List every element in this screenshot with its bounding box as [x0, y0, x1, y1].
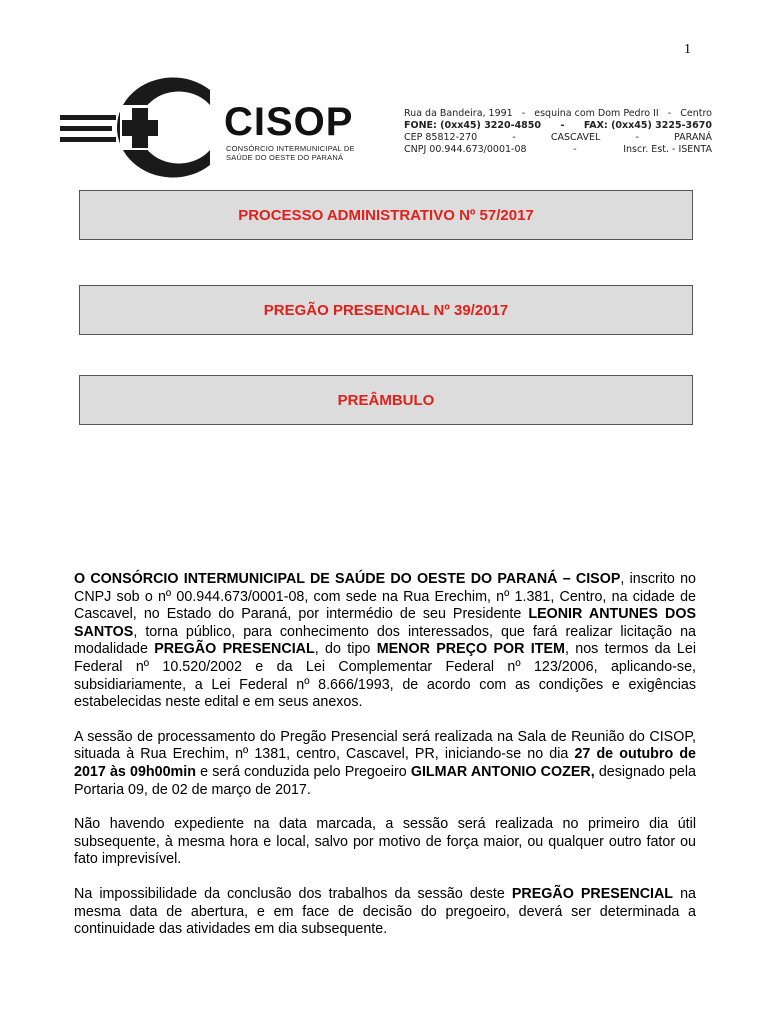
address-text: FAX: (0xx45) 3225-3670 [583, 120, 712, 131]
logo-name: CISOP [224, 100, 354, 144]
address-text: Rua da Bandeira, 1991 [404, 108, 513, 119]
address-text: CASCAVEL [550, 132, 601, 143]
letterhead-address [404, 108, 712, 156]
address-text: PARANÁ [674, 132, 712, 143]
address-text: Inscr. Est. - ISENTA [623, 144, 712, 155]
text-run: , inscrito no CNPJ sob o nº 00.944.673/0001-08, com sede na Rua Erechim, nº 1.381, Centro, na cidade de Cascavel, no Estado do Paraná, por intermédio de seu Presidente [74, 571, 696, 623]
text-run: designado pela Portaria 09, de 02 de março de 2017. [74, 763, 696, 798]
text-run: 27 de outubro de 2017 às 09h00min [74, 746, 696, 780]
text-run: Na impossibilidade da conclusão dos trabalhos da sessão deste [74, 885, 512, 902]
address-text: Centro [680, 108, 712, 119]
text-run: , do tipo [314, 641, 377, 658]
text-run: e será conduzida pelo Pregoeiro [195, 763, 411, 780]
address-text: esquina com Dom Pedro II [534, 108, 659, 119]
page-number: 1 [684, 42, 691, 57]
text-run: , torna público, para conhecimento dos interessados, que fará realizar licitação na modalidade [74, 623, 696, 658]
text-run: O CONSÓRCIO INTERMUNICIPAL DE SAÚDE DO OESTE DO PARANÁ – CISOP [74, 571, 621, 587]
text-run: , nos termos da Lei Federal nº 10.520/2002 e da Lei Complementar Federal nº 123/2006, aplicando-se, subsidiariamente, a Lei Federal nº 8.666/1993, de acordo com as condições e exigências estabelecidas neste edital e em seus anexos. [74, 641, 697, 711]
paragraph-preamble [74, 571, 696, 712]
document-body [74, 571, 696, 956]
text-run: na mesma data de abertura, e em face de decisão do pregoeiro, deverá ser determinada a continuidade das atividades em dia subsequente. [74, 885, 697, 938]
logo-subtitle-line: SAÚDE DO OESTE DO PARANÁ [226, 153, 344, 162]
address-separator: - [521, 108, 526, 119]
letterhead [60, 70, 720, 190]
pregao-title: PREGÃO PRESENCIAL Nº 39/2017 [263, 301, 509, 319]
processo-title: PROCESSO ADMINISTRATIVO Nº 57/2017 [238, 206, 534, 224]
logo-subtitle [226, 144, 355, 162]
address-row [404, 144, 712, 156]
text-run: A sessão de processamento do Pregão Presencial será realizada na Sala de Reunião do CISOP, situada à Rua Erechim, nº 1381, centro, Cascavel, PR, iniciando-se no dia [74, 728, 696, 763]
address-row [404, 108, 712, 120]
address-separator: - [560, 120, 565, 131]
preambulo-title: PREÂMBULO [337, 391, 435, 409]
address-row [404, 132, 712, 144]
text-run: PREGÃO PRESENCIAL [511, 885, 674, 902]
pregao-box [79, 285, 693, 335]
paragraph-session [74, 729, 696, 799]
processo-box [79, 190, 693, 240]
address-row [404, 120, 712, 132]
address-text: FONE: (0xx45) 3220-4850 [404, 120, 542, 131]
logo-subtitle-line: CONSÓRCIO INTERMUNICIPAL DE [226, 144, 355, 153]
address-text: CEP 85812-270 [404, 132, 478, 143]
cisop-logo-icon [60, 70, 235, 185]
address-separator: - [573, 144, 577, 155]
preambulo-box [79, 375, 693, 425]
text-run: GILMAR ANTONIO COZER, [410, 763, 595, 780]
text-run: MENOR PREÇO POR ITEM [376, 641, 565, 658]
address-separator: - [512, 132, 516, 143]
text-run: PREGÃO PRESENCIAL [154, 641, 315, 658]
address-text: CNPJ 00.944.673/0001-08 [404, 144, 527, 155]
paragraph-no-business [74, 816, 696, 869]
address-separator: - [635, 132, 639, 143]
text-run: LEONIR ANTUNES DOS SANTOS [74, 606, 696, 640]
address-separator: - [667, 108, 672, 119]
text-run: Não havendo expediente na data marcada, a sessão será realizada no primeiro dia útil subsequente, à mesma hora e local, salvo por motivo de força maior, ou qualquer outro fator ou fato imprevisível. [74, 816, 696, 868]
paragraph-impossibility [74, 886, 696, 939]
